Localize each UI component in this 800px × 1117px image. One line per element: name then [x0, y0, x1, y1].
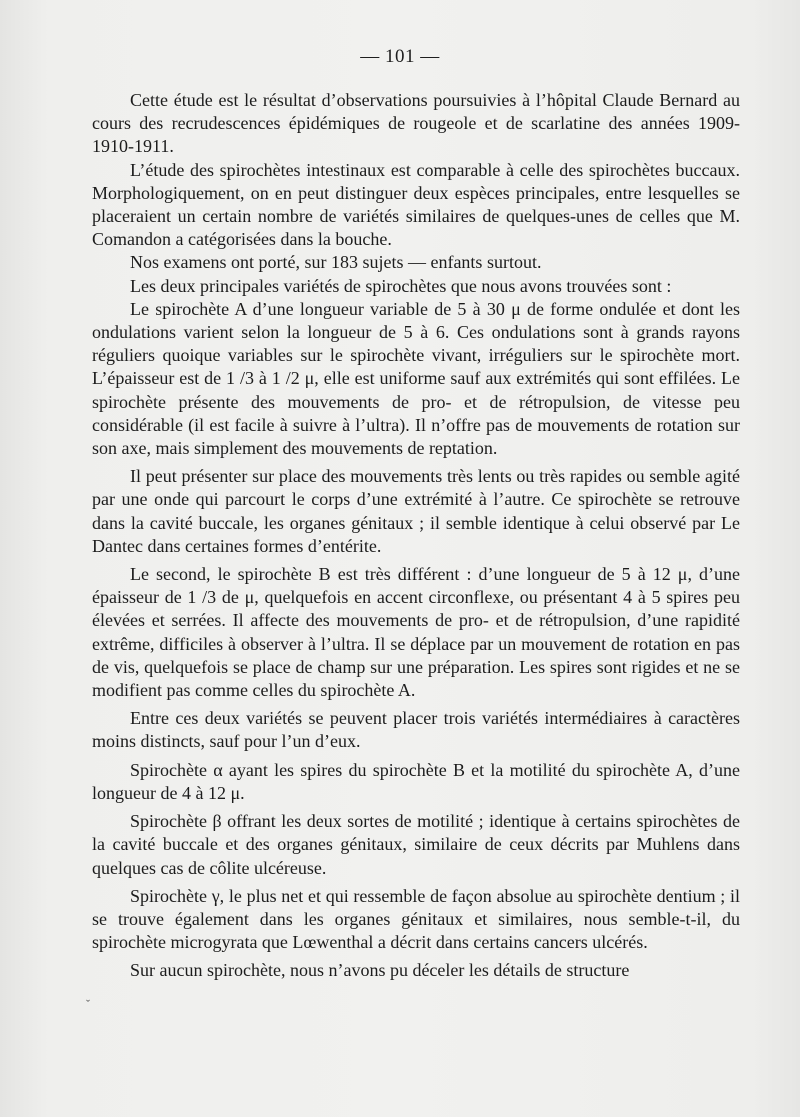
- paragraph-spirochete-gamma: Spirochète γ, le plus net et qui ressemble de façon absolue au spirochète dentium ; il se trouve également dans les organes génitaux et similaires, nous semble-t-il, du spirochète microgyrata que Lœwenthal a décrit dans certains cancers ulcérés.: [92, 885, 740, 953]
- page-number: — 101 —: [360, 46, 440, 67]
- paragraph-structure-details: Sur aucun spirochète, nous n’avons pu déceler les détails de structure: [130, 960, 630, 981]
- body-text: [92, 89, 740, 983]
- paragraph-intermediate-varieties: Entre ces deux variétés se peuvent placer trois variétés intermédiaires à caractères moins distincts, sauf pour l’un d’eux.: [92, 708, 740, 752]
- paragraph-examinations: Nos examens ont porté, sur 183 sujets — enfants surtout.: [130, 252, 542, 273]
- paragraph-spirochete-beta: Spirochète β offrant les deux sortes de motilité ; identique à certains spirochètes de la cavité buccale et des organes génitaux, similaire de ceux décrits par Muhlens dans quelques cas de côlite ulcéreuse.: [92, 811, 740, 878]
- paragraph-study-origin: Cette étude est le résultat d’observations poursuivies à l’hôpital Claude Bernard au cours des recrudescences épidémiques de rougeole et de scarlatine des années 1909-1910-1911.: [92, 90, 740, 157]
- paragraph-spirochete-a: Le spirochète A d’une longueur variable de 5 à 30 μ de forme ondulée et dont les ondulations varient selon la longueur de 5 à 6. Ces ondulations sont à grands rayons réguliers quoique variables sur le spirochète vivant, irréguliers sur le spirochète mort. L’épaisseur est de 1 /3 à 1 /2 μ, elle est uniforme sauf aux extrémités qui sont effilées. Le spirochète présente des mouvements de pro- et de rétropulsion, de vitesse peu considérable (il est facile à suivre à l’ultra). Il n’offre pas de mouvements de rotation sur son axe, mais simplement des mouvements de reptation.: [92, 298, 740, 459]
- paragraph-spirochete-a-movements: Il peut présenter sur place des mouvements très lents ou très rapides ou semble agité par une onde qui parcourt le corps d’une extrémité à l’autre. Ce spirochète se retrouve dans la cavité buccale, les organes génitaux ; il semble identique à celui observé par Le Dantec dans certaines formes d’entérite.: [92, 466, 740, 556]
- paragraph-intestinal-spirochetes: L’étude des spirochètes intestinaux est comparable à celle des spirochètes buccaux. Morphologiquement, on en peut distinguer deux espèces principales, entre lesquelles se placeraient un certain nombre de variétés similaires de quelques-unes de celles que M. Comandon a catégorisées dans la bouche.: [92, 159, 740, 250]
- scan-speck: ˇ: [86, 997, 90, 1011]
- paragraph-spirochete-b: Le second, le spirochète B est très différent : d’une longueur de 5 à 12 μ, d’une épaisseur de 1 /3 de μ, quelquefois en accent circonflexe, ou présentant 4 à 5 spires peu élevées et serrées. Il affecte des mouvements de pro- et de rétropulsion, d’une rapidité extrême, difficiles à observer à l’ultra. Il se déplace par un mouvement de rotation en pas de vis, quelquefois se place de champ sur une préparation. Les spires sont rigides et ne se modifient pas comme celles du spirochète A.: [92, 564, 740, 701]
- paragraph-two-varieties: Les deux principales variétés de spirochètes que nous avons trouvées sont :: [130, 275, 672, 296]
- paragraph-spirochete-alpha: Spirochète α ayant les spires du spirochète B et la motilité du spirochète A, d’une longueur de 4 à 12 μ.: [92, 759, 740, 803]
